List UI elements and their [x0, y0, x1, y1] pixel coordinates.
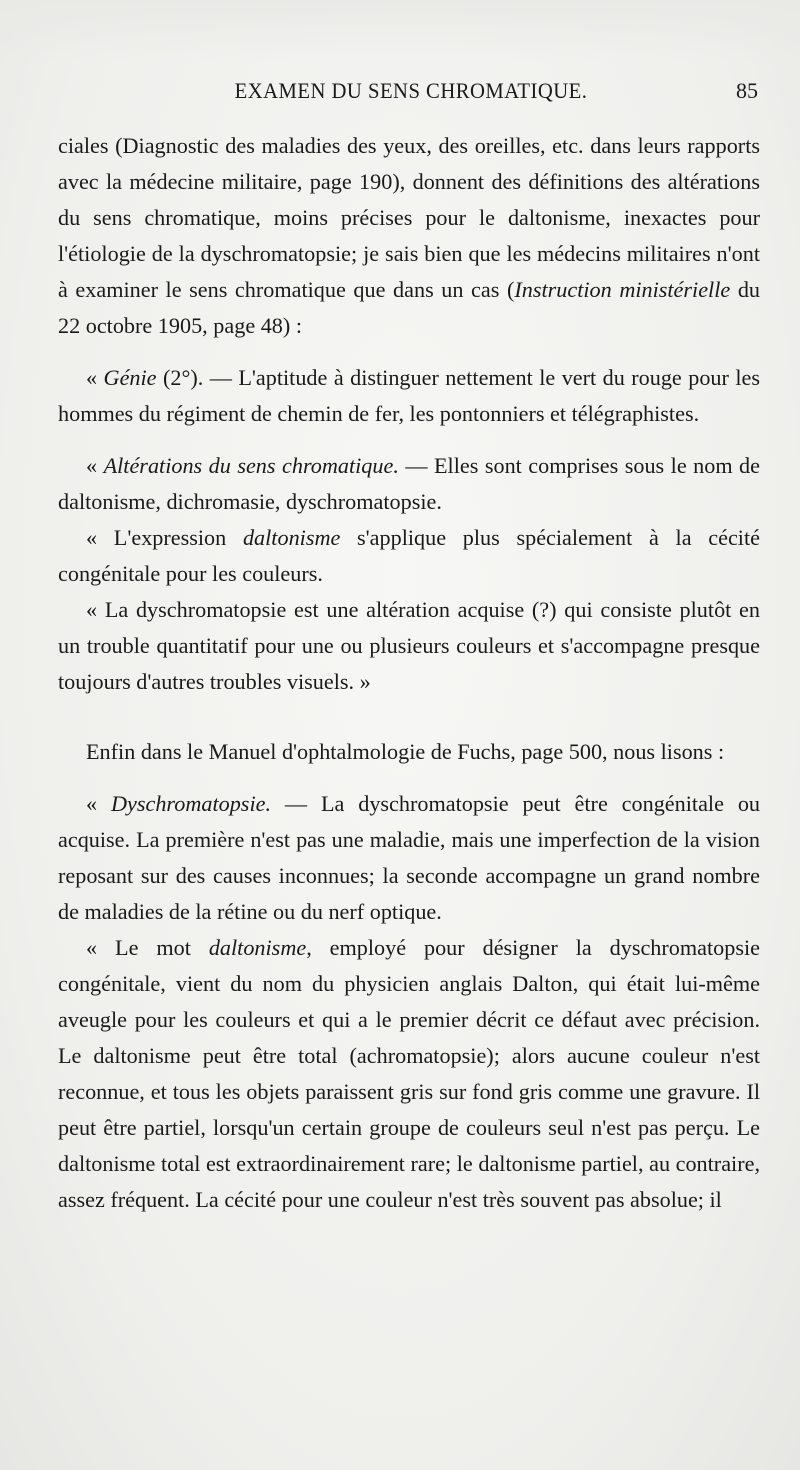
paragraph-text: « L'expression — [86, 525, 243, 550]
quote-mark: « — [86, 453, 104, 478]
body-text — [58, 128, 760, 1218]
paragraph-text: (2°). — L'aptitude à distinguer nettement le vert du rouge pour les hommes du régiment de chemin de fer, les pontonniers et télégraphistes. — [58, 365, 760, 426]
quote-mark: « — [86, 365, 104, 390]
italic-text: daltonisme — [208, 935, 307, 960]
paragraph-8 — [58, 930, 760, 1218]
paragraph-text: — Elles sont comprises sous le nom de daltonisme, dichromasie, dyschromatopsie. — [58, 453, 761, 514]
page-number: 85 — [736, 78, 758, 103]
paragraph-3 — [58, 448, 760, 520]
paragraph-1 — [58, 128, 760, 344]
running-head: EXAMEN DU SENS CHROMATIQUE. — [234, 78, 588, 103]
page-header — [58, 78, 764, 110]
italic-text: Génie — [103, 365, 157, 390]
paragraph-5 — [58, 592, 760, 700]
italic-text: Altérations du sens chromatique. — [103, 453, 399, 478]
paragraph-text: , employé pour désigner la dyschromatopsie congénitale, vient du nom du physicien anglais Dalton, qui était lui-même aveugle pour les couleurs et qui a le premier décrit ce défaut avec précision. Le daltonisme peut être total (achromatopsie); alors aucune couleur n'est reconnue, et tous les objets paraissent gris sur fond gris comme une gravure. Il peut être partiel, lorsqu'un certain groupe de couleurs seul n'est pas perçu. Le daltonisme total est extraordinairement rare; le daltonisme partiel, au contraire, assez fréquent. La cécité pour une couleur n'est très souvent pas absolue; il — [58, 935, 760, 1212]
paragraph-4 — [58, 520, 760, 592]
italic-text: daltonisme — [242, 525, 341, 550]
paragraph-text: — La dyschromatopsie peut être congénitale ou acquise. La première n'est pas une maladie, mais une imperfection de la vision reposant sur des causes inconnues; la seconde accompagne un grand nombre de maladies de la rétine ou du nerf optique. — [58, 791, 761, 924]
paragraph-text: « La dyschromatopsie est une altération acquise (?) qui consiste plutôt en un trouble quantitatif pour une ou plusieurs couleurs et s'accompagne presque toujours d'autres troubles visuels. » — [58, 597, 760, 694]
page-top-shading — [0, 0, 800, 60]
quote-mark: « — [86, 791, 111, 816]
paragraph-text: Enfin dans le Manuel d'ophtalmologie de Fuchs, page 500, nous lisons : — [86, 739, 725, 764]
paragraph-2 — [58, 360, 760, 432]
paragraph-text: « Le mot — [86, 935, 209, 960]
paragraph-text: du 22 octobre 1905, page 48) : — [58, 277, 761, 338]
italic-text: Instruction ministérielle — [514, 277, 731, 302]
paragraph-7 — [58, 786, 760, 930]
paragraph-6 — [58, 734, 760, 770]
italic-text: Dyschromatopsie. — [110, 791, 271, 816]
paragraph-text: s'applique plus spécialement à la cécité congénitale pour les couleurs. — [58, 525, 760, 586]
paragraph-text: ciales (Diagnostic des maladies des yeux, des oreilles, etc. dans leurs rapports avec la médecine militaire, page 190), donnent des définitions des altérations du sens chromatique, moins précises pour le daltonisme, inexactes pour l'étiologie de la dyschromatopsie; je sais bien que les médecins militaires n'ont à examiner le sens chromatique que dans un cas ( — [58, 133, 760, 302]
